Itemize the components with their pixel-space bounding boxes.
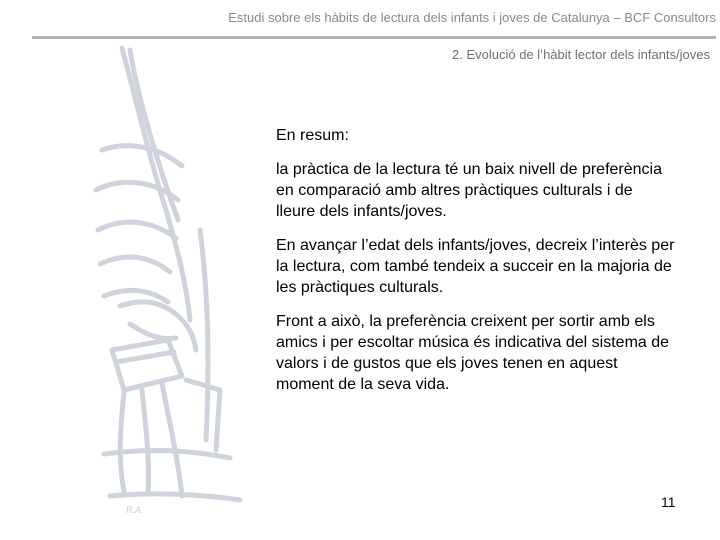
summary-heading: En resum: — [276, 127, 349, 144]
section-title: 2. Evolució de l’hàbit lector dels infants/joves — [452, 47, 710, 62]
document-header: Estudi sobre els hàbits de lectura dels infants i joves de Catalunya – BCF Consultors — [228, 10, 716, 25]
illustration-signature: R.A. — [126, 505, 144, 515]
header-divider — [32, 36, 716, 39]
page-number: 11 — [661, 494, 676, 510]
summary-paragraph-3: Front a això, la preferència creixent per sortir amb els amics i per escoltar música és indicativa del sistema de valors i de gustos que els joves tenen en aquest moment de la seva vida. — [276, 313, 670, 393]
summary-paragraph-1: la pràctica de la lectura té un baix nivell de preferència en comparació amb altres pràctiques culturals i de lleure dels infants/joves. — [276, 161, 662, 220]
reading-figure-illustration — [90, 40, 290, 520]
summary-paragraph-2: En avançar l’edat dels infants/joves, decreix l’interès per la lectura, com també tendeix a succeir en la majoria de les pràctiques culturals. — [276, 237, 675, 296]
summary-content — [276, 125, 676, 408]
